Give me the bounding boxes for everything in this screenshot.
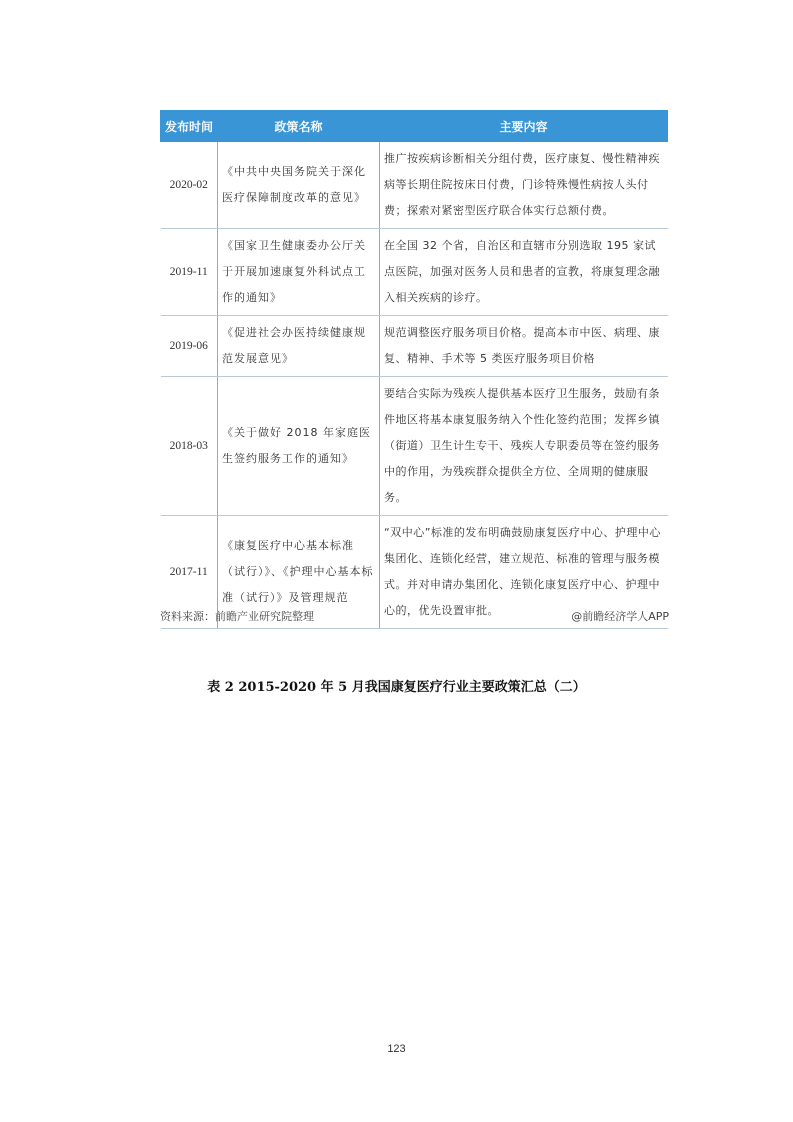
header-date: 发布时间: [161, 111, 218, 142]
table-caption: 表 2 2015-2020 年 5 月我国康复医疗行业主要政策汇总（二）: [207, 680, 586, 695]
row-content: “双中心”标准的发布明确鼓励康复医疗中心、护理中心集团化、连锁化经营，建立规范、标准的管理与服务模式。并对申请办集团化、连锁化康复医疗中心、护理中心的，优先设置审批。: [380, 516, 668, 629]
row-policy-name: 《康复医疗中心基本标准（试行）》、《护理中心基本标准（试行）》及管理规范: [218, 516, 380, 629]
row-date: 2018-03: [161, 377, 218, 516]
table-row: [161, 142, 668, 229]
page-number: 123: [387, 1043, 406, 1055]
row-policy-name: 《中共中央国务院关于深化医疗保障制度改革的意见》: [218, 142, 380, 229]
row-content: 规范调整医疗服务项目价格。提高本市中医、病理、康复、精神、手术等 5 类医疗服务项目价格: [380, 316, 668, 377]
row-policy-name: 《关于做好 2018 年家庭医生签约服务工作的通知》: [218, 377, 380, 516]
row-policy-name: 《促进社会办医持续健康规范发展意见》: [218, 316, 380, 377]
source-note: 资料来源：前瞻产业研究院整理: [160, 610, 314, 623]
table-header-row: [161, 111, 668, 142]
row-date: 2017-11: [161, 516, 218, 629]
row-date: 2019-11: [161, 229, 218, 316]
row-date: 2019-06: [161, 316, 218, 377]
source-attribution: @前瞻经济学人APP: [571, 610, 669, 623]
header-policy-name: 政策名称: [218, 111, 380, 142]
table-row: [161, 316, 668, 377]
row-content: 推广按疾病诊断相关分组付费，医疗康复、慢性精神疾病等长期住院按床日付费，门诊特殊慢性病按人头付费；探索对紧密型医疗联合体实行总额付费。: [380, 142, 668, 229]
table-row: [161, 377, 668, 516]
row-date: 2020-02: [161, 142, 218, 229]
row-policy-name: 《国家卫生健康委办公厅关于开展加速康复外科试点工作的通知》: [218, 229, 380, 316]
header-content: 主要内容: [380, 111, 668, 142]
policy-table: [160, 110, 668, 629]
table-row: [161, 229, 668, 316]
row-content: 要结合实际为残疾人提供基本医疗卫生服务，鼓励有条件地区将基本康复服务纳入个性化签约范围；发挥乡镇（街道）卫生计生专干、残疾人专职委员等在签约服务中的作用，为残疾群众提供全方位、全周期的健康服务。: [380, 377, 668, 516]
row-content: 在全国 32 个省，自治区和直辖市分别选取 195 家试点医院，加强对医务人员和患者的宣教，将康复理念融入相关疾病的诊疗。: [380, 229, 668, 316]
